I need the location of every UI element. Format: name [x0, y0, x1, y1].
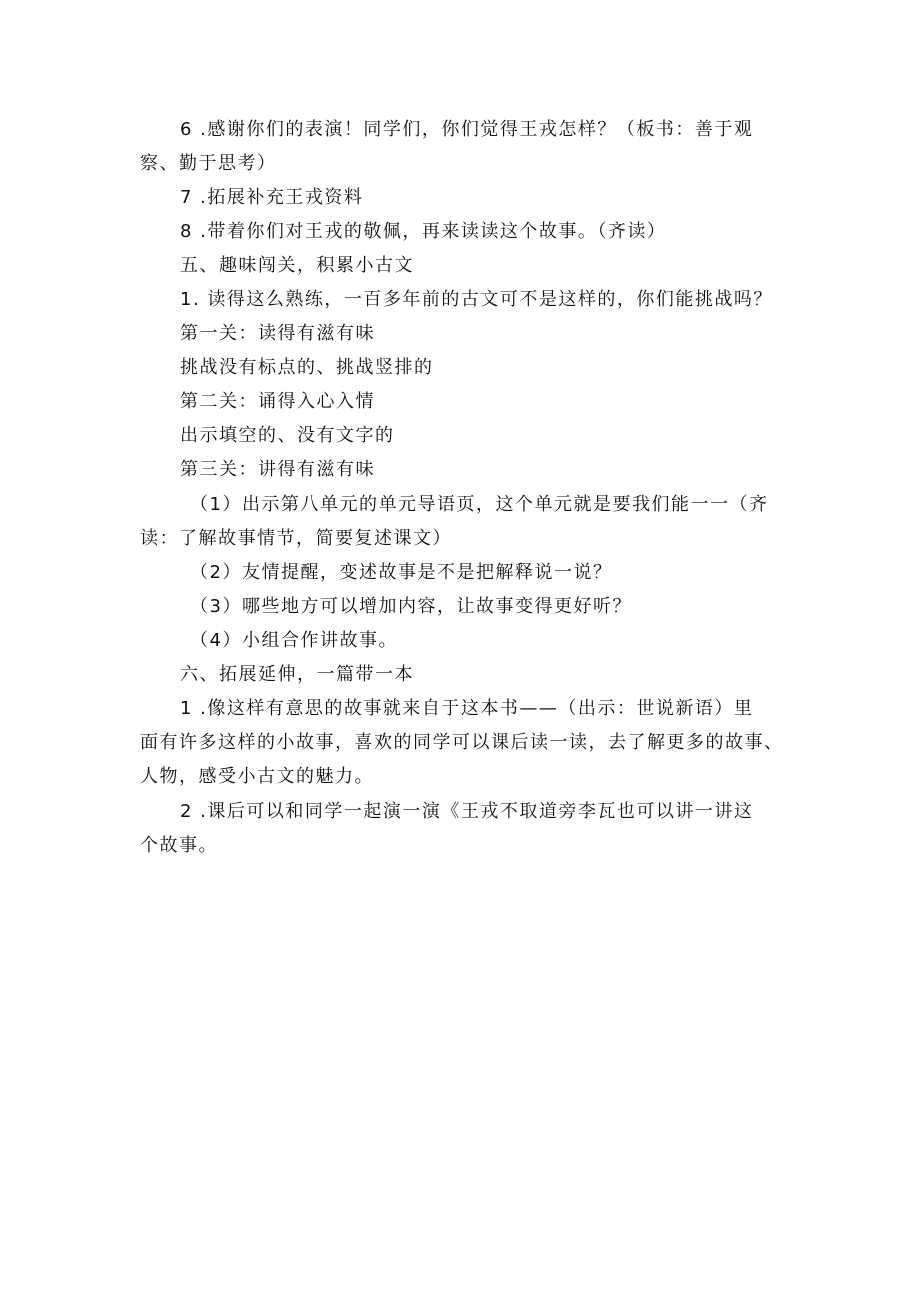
- extension-1-line-3: 人物，感受小古文的魅力。: [140, 766, 374, 787]
- item-2: （2）友情提醒，变述故事是不是把解释说一说？: [190, 562, 613, 583]
- paragraph-8: 8 .带着你们对王戎的敬佩，再来读读这个故事。（齐读）: [180, 221, 667, 242]
- level-2-text: 出示填空的、没有文字的: [180, 425, 395, 446]
- section-heading-5: 五、趣味闯关，积累小古文: [180, 255, 414, 276]
- item-3: （3）哪些地方可以增加内容，让故事变得更好听？: [190, 596, 632, 617]
- paragraph-6-line-2: 察、勤于思考）: [140, 153, 277, 174]
- extension-1-line-1: 1 .像这样有意思的故事就来自于这本书——（出示：世说新语）里: [180, 698, 754, 719]
- paragraph-7: 7 .拓展补充王戎资料: [180, 187, 364, 208]
- extension-2-line-1: 2 .课后可以和同学一起演一演《王戎不取道旁李瓦也可以讲一讲这: [180, 801, 754, 822]
- level-3-heading: 第三关：讲得有滋有味: [180, 459, 375, 480]
- extension-2-line-2: 个故事。: [140, 835, 218, 856]
- level-2-heading: 第二关：诵得入心入情: [180, 391, 375, 412]
- paragraph-6-line-1: 6 .感谢你们的表演！同学们，你们觉得王戎怎样？（板书：善于观: [180, 119, 754, 140]
- section-heading-6: 六、拓展延伸，一篇带一本: [180, 664, 414, 685]
- item-1-line-2: 读：了解故事情节，简要复述课文）: [140, 528, 452, 549]
- level-1-text: 挑战没有标点的、挑战竖排的: [180, 357, 434, 378]
- paragraph-challenge-intro: 1. 读得这么熟练，一百多年前的古文可不是这样的，你们能挑战吗？: [180, 289, 773, 310]
- level-1-heading: 第一关：读得有滋有味: [180, 323, 375, 344]
- item-1-line-1: （1）出示第八单元的单元导语页，这个单元就是要我们能一一（齐: [190, 494, 769, 515]
- extension-1-line-2: 面有许多这样的小故事，喜欢的同学可以课后读一读，去了解更多的故事、: [140, 732, 784, 753]
- item-4: （4）小组合作讲故事。: [190, 630, 398, 651]
